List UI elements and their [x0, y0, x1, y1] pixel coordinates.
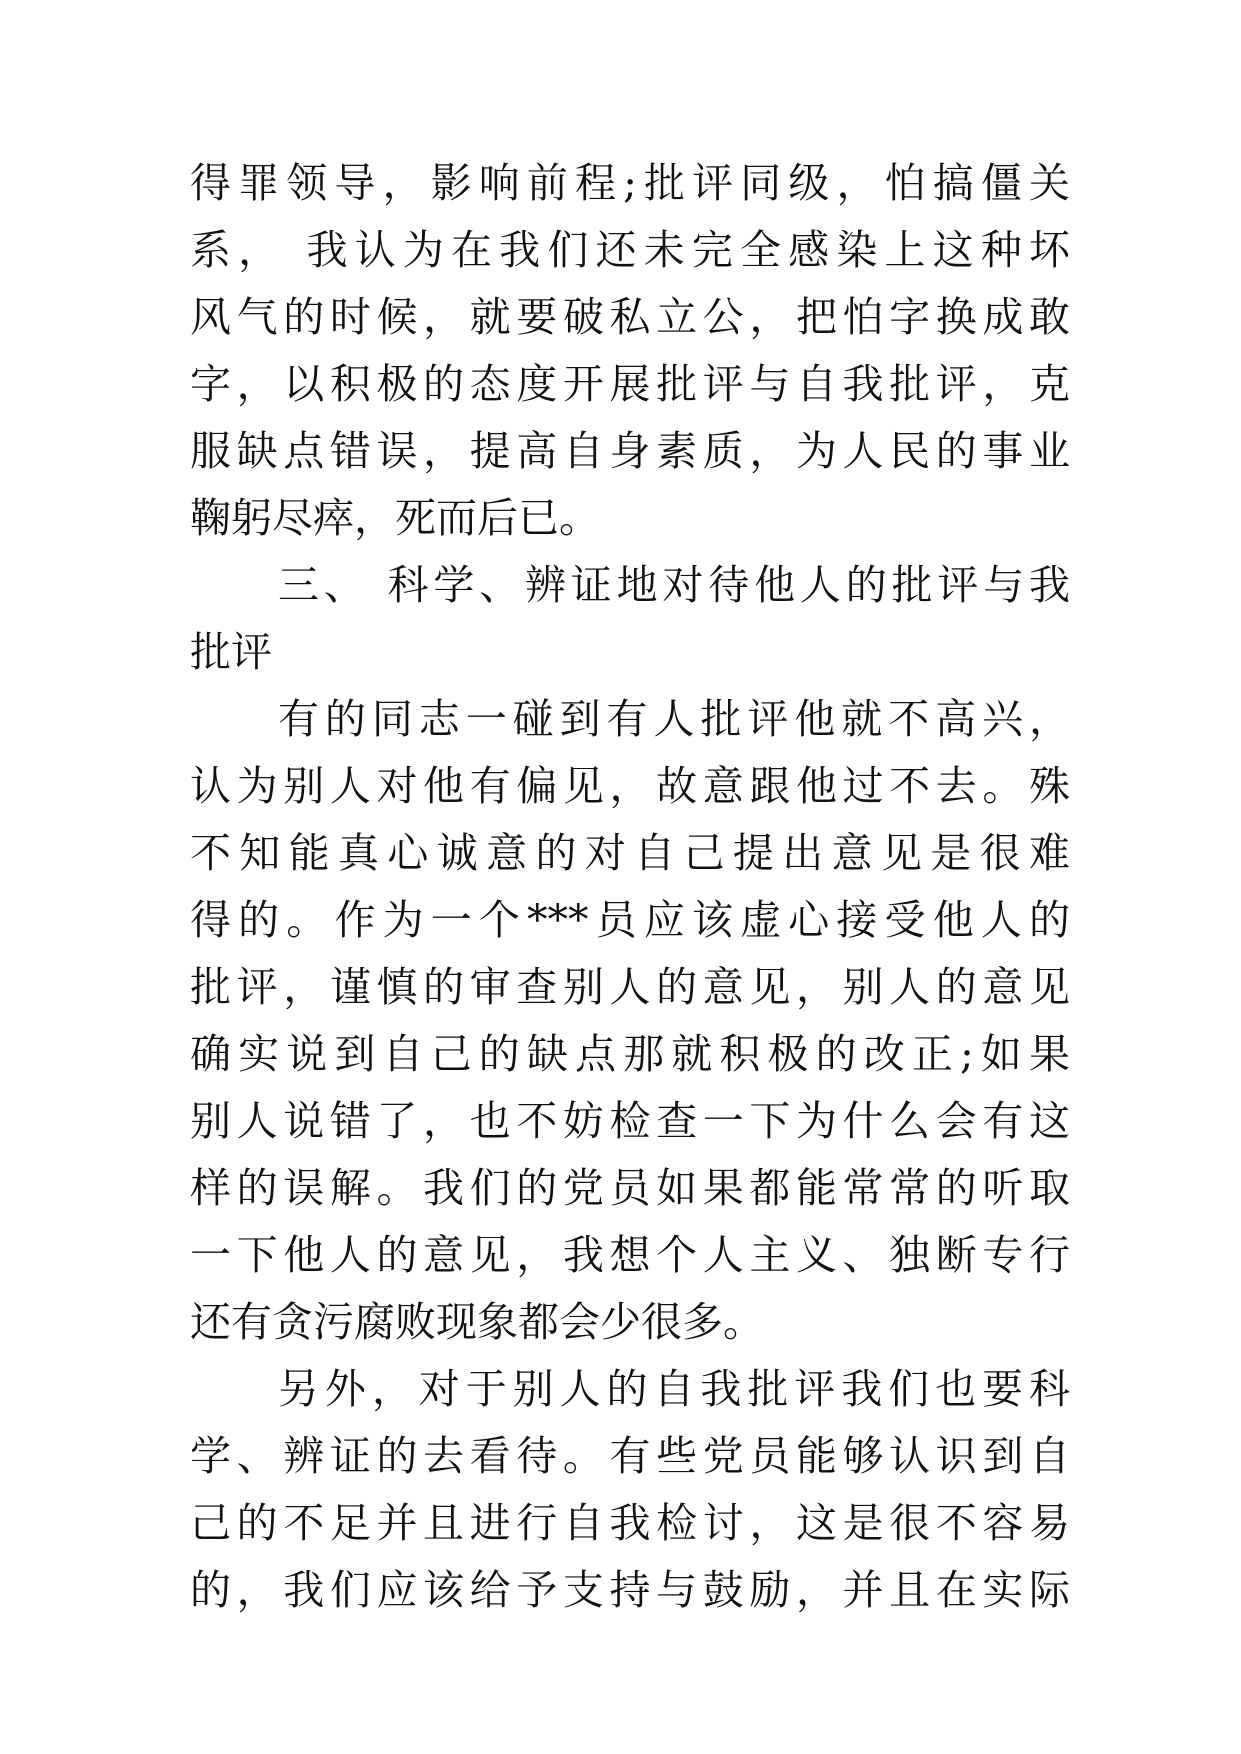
text-line: 有的同志一碰到有人批评他就不高兴， — [278, 695, 1070, 743]
text-line: 不知能真心诚意的对自己提出意见是很难 — [190, 829, 1070, 877]
text-line: 字，以积极的态度开展批评与自我批评，克 — [190, 360, 1070, 408]
text-line: 还有贪污腐败现象都会少很多。 — [190, 1298, 764, 1346]
text-line: 服缺点错误，提高自身素质，为人民的事业 — [190, 427, 1070, 475]
body-text — [190, 150, 1070, 1624]
text-line: 认为别人对他有偏见，故意跟他过不去。殊 — [190, 762, 1070, 810]
text-line: 得的。作为一个***员应该虚心接受他人的 — [190, 896, 1070, 944]
text-line: 的，我们应该给予支持与鼓励，并且在实际 — [190, 1566, 1070, 1614]
text-line: 学、辨证的去看待。有些党员能够认识到自 — [190, 1432, 1070, 1480]
text-line: 得罪领导，影响前程;批评同级，怕搞僵关 — [190, 159, 1070, 207]
text-line: 别人说错了，也不妨检查一下为什么会有这 — [190, 1097, 1070, 1145]
text-line: 系， 我认为在我们还未完全感染上这种坏 — [190, 226, 1070, 274]
text-line: 一下他人的意见，我想个人主义、独断专行 — [190, 1231, 1070, 1279]
text-line: 鞠躬尽瘁，死而后已。 — [190, 494, 600, 542]
text-line: 批评，谨慎的审查别人的意见，别人的意见 — [190, 963, 1070, 1011]
text-line: 风气的时候，就要破私立公，把怕字换成敢 — [190, 293, 1070, 341]
text-line: 另外，对于别人的自我批评我们也要科 — [278, 1365, 1070, 1413]
text-line: 己的不足并且进行自我检讨，这是很不容易 — [190, 1499, 1070, 1547]
text-line: 批评 — [190, 628, 272, 676]
text-line: 确实说到自己的缺点那就积极的改正;如果 — [190, 1030, 1070, 1078]
text-line: 三、 科学、辨证地对待他人的批评与我 — [278, 561, 1070, 609]
text-line: 样的误解。我们的党员如果都能常常的听取 — [190, 1164, 1070, 1212]
